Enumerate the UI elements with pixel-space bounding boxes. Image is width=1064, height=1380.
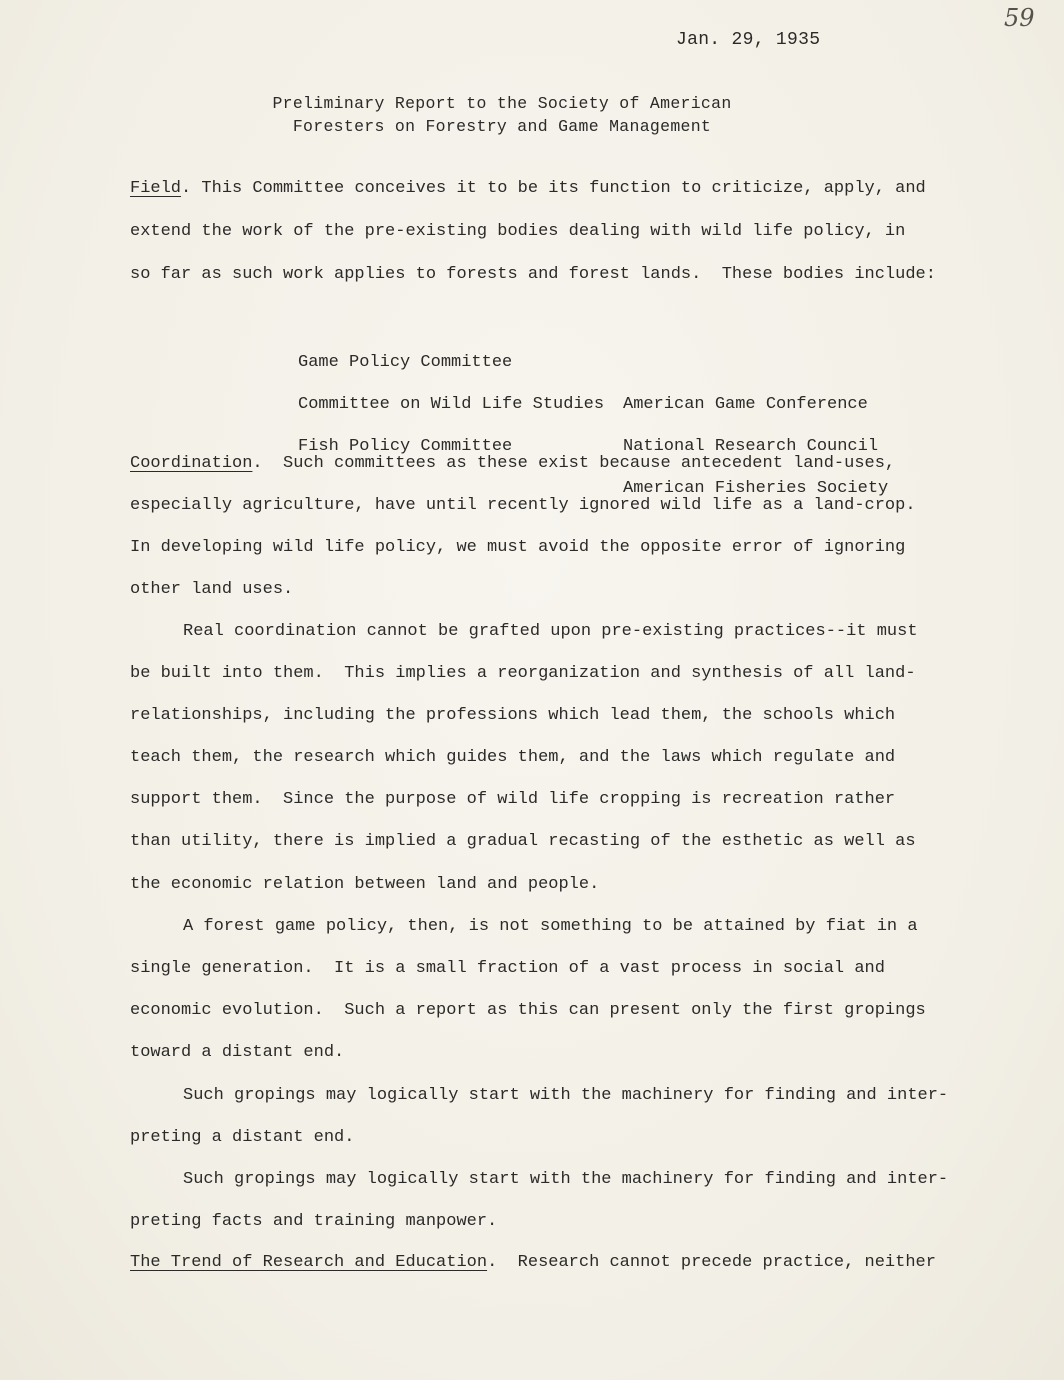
committee-name: Fish Policy Committee xyxy=(298,437,513,456)
committee-name: Committee on Wild Life Studies xyxy=(298,395,605,414)
coordination-line-2: especially agriculture, have until recently ignored wild life as a land-crop. xyxy=(130,496,916,515)
organization-name: American Fisheries Society xyxy=(623,479,889,498)
coordination-line-1 xyxy=(130,443,895,485)
field-line-1 xyxy=(130,168,926,210)
paragraph-2-line-6: than utility, there is implied a gradual recasting of the esthetic as well as xyxy=(130,832,916,851)
title-line-2: Foresters on Forestry and Game Management xyxy=(292,117,712,136)
paragraph-2-line-7: the economic relation between land and people. xyxy=(130,875,600,894)
paragraph-2-line-3: relationships, including the professions which lead them, the schools which xyxy=(130,706,896,725)
paragraph-3-line-1: A forest game policy, then, is not something to be attained by fiat in a xyxy=(183,917,918,936)
coordination-line-4: other land uses. xyxy=(130,580,294,599)
document-title xyxy=(0,92,1004,138)
trend-heading: The Trend of Research and Education xyxy=(130,1253,488,1272)
organization-name: National Research Council xyxy=(623,437,879,456)
paragraph-4-line-2: preting a distant end. xyxy=(130,1128,355,1147)
committee-name: Game Policy Committee xyxy=(298,353,513,372)
title-line-1: Preliminary Report to the Society of American xyxy=(272,94,732,113)
paragraph-3-line-3: economic evolution. Such a report as this can present only the first gropings xyxy=(130,1001,926,1020)
field-line-3: so far as such work applies to forests and forest lands. These bodies include: xyxy=(130,265,936,284)
paragraph-2-line-4: teach them, the research which guides them, and the laws which regulate and xyxy=(130,748,896,767)
paragraph-5-line-1: Such gropings may logically start with the machinery for finding and inter- xyxy=(183,1170,949,1189)
field-heading: Field xyxy=(130,179,182,198)
paragraph-3-line-2: single generation. It is a small fraction of a vast process in social and xyxy=(130,959,885,978)
page-number: 59 xyxy=(1004,4,1035,32)
trend-text-1: . Research cannot precede practice, neither xyxy=(487,1253,936,1272)
document-date: Jan. 29, 1935 xyxy=(676,30,821,50)
paragraph-2-line-5: support them. Since the purpose of wild life cropping is recreation rather xyxy=(130,790,896,809)
paragraph-5-line-2: preting facts and training manpower. xyxy=(130,1212,498,1231)
coordination-heading: Coordination xyxy=(130,454,253,473)
coordination-text-1: . Such committees as these exist because antecedent land-uses, xyxy=(252,454,896,473)
field-line-2: extend the work of the pre-existing bodies dealing with wild life policy, in xyxy=(130,222,906,241)
coordination-line-3: In developing wild life policy, we must avoid the opposite error of ignoring xyxy=(130,538,906,557)
paragraph-2-line-2: be built into them. This implies a reorganization and synthesis of all land- xyxy=(130,664,916,683)
trend-line-1 xyxy=(130,1242,936,1284)
paragraph-2-line-1: Real coordination cannot be grafted upon pre-existing practices--it must xyxy=(183,622,918,641)
organization-name: American Game Conference xyxy=(623,395,868,414)
paragraph-4-line-1: Such gropings may logically start with the machinery for finding and inter- xyxy=(183,1086,949,1105)
paragraph-3-line-4: toward a distant end. xyxy=(130,1043,345,1062)
field-text-1: . This Committee conceives it to be its function to criticize, apply, and xyxy=(181,179,926,198)
